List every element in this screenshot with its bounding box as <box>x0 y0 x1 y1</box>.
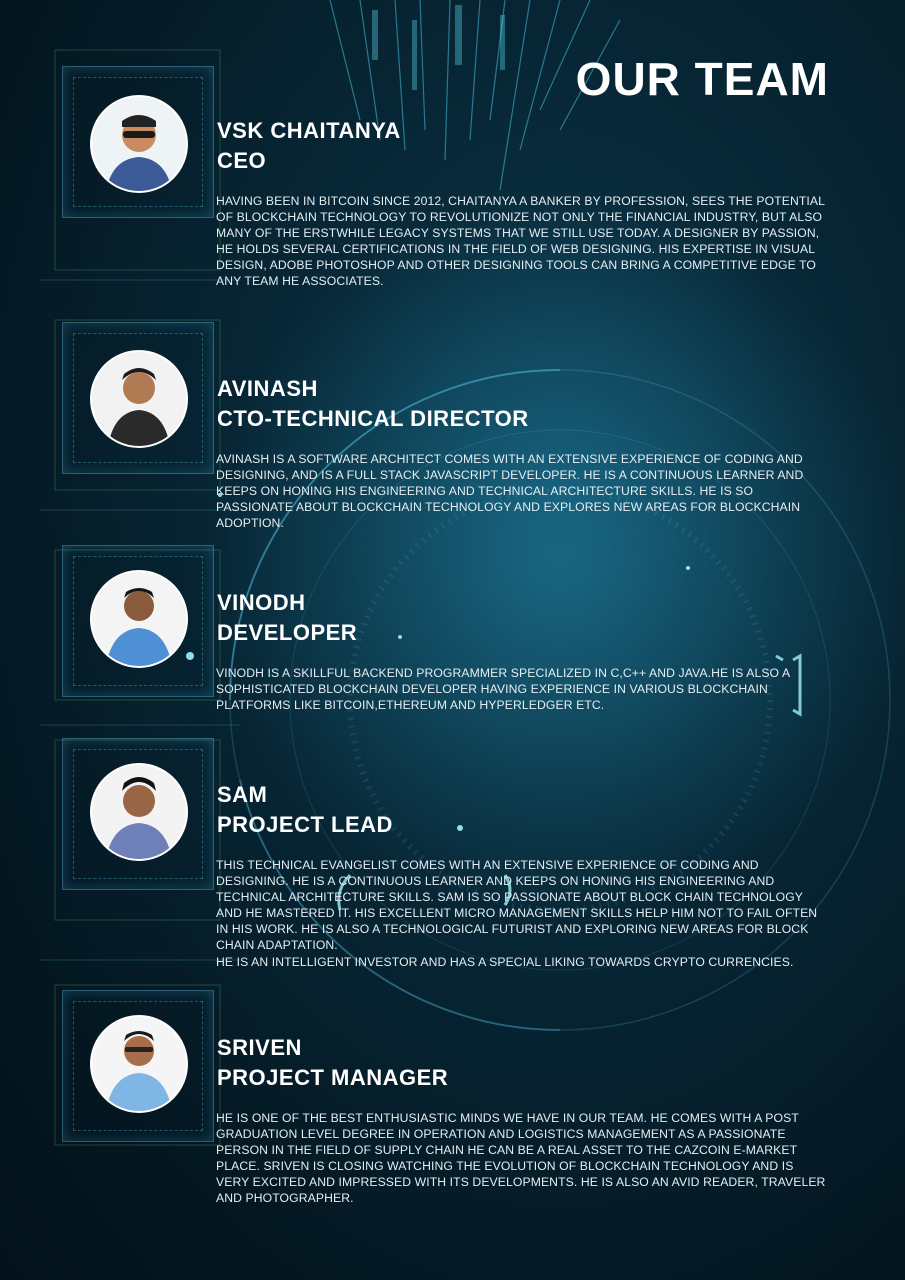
member-role: PROJECT MANAGER <box>217 1065 449 1090</box>
bio-paragraph: THIS TECHNICAL EVANGELIST COMES WITH AN EXTENSIVE EXPERIENCE OF CODING AND DESIGNING. HE IS A CONTINUOUS LEARNER AND KEEPS ON HONING HIS ENGINEERING AND TECHNICAL ARCHITECTURE SKILLS. SAM IS SO PASSIONATE ABOUT BLOCK CHAIN TECHNOLOGY AND HE MASTERED IT. HIS EXCELLENT MICRO MANAGEMENT SKILLS HELP HIM NOT TO FAIL OFTEN IN HIS WORK. HE IS ALSO A TECHNOLOGICAL FUTURIST AND EXPLORING NEW AREAS FOR BLOCK CHAIN ADAPTATION. <box>216 858 818 953</box>
member-name: VINODH <box>217 590 306 615</box>
member-name: SRIVEN <box>217 1035 302 1060</box>
member-bio <box>216 1110 826 1207</box>
member-role: DEVELOPER <box>217 620 358 645</box>
avatar-photo <box>90 570 188 668</box>
member-bio <box>216 451 826 531</box>
member-bio <box>216 665 826 713</box>
member-name: SAM <box>217 782 268 807</box>
page-title: OUR TEAM <box>575 53 829 105</box>
bio-paragraph: HAVING BEEN IN BITCOIN SINCE 2012, CHAITANYA A BANKER BY PROFESSION, SEES THE POTENTIAL OF BLOCKCHAIN TECHNOLOGY TO REVOLUTIONIZE NOT ONLY THE FINANCIAL INDUSTRY, BUT ALSO MANY OF THE ERSTWHILE LEGACY SYSTEMS THAT WE STILL USE TODAY. A DESIGNER BY PASSION, HE HOLDS SEVERAL CERTIFICATIONS IN THE FIELD OF WEB DESIGNING. HIS EXPERTISE IN VISUAL DESIGN, ADOBE PHOTOSHOP AND OTHER DESIGNING TOOLS CAN BRING A COMPETITIVE EDGE TO ANY TEAM HE ASSOCIATES. <box>216 194 825 289</box>
avatar-photo <box>90 350 188 448</box>
bio-paragraph: AVINASH IS A SOFTWARE ARCHITECT COMES WITH AN EXTENSIVE EXPERIENCE OF CODING AND DESIGNING, AND IS A FULL STACK JAVASCRIPT DEVELOPER. HE IS A CONTINUOUS LEARNER AND KEEPS ON HONING HIS ENGINEERING AND TECHNICAL ARCHITECTURE SKILLS. HE IS SO PASSIONATE ABOUT BLOCKCHAIN TECHNOLOGY AND EXPLORES NEW AREAS FOR BLOCKCHAIN ADOPTION. <box>216 452 804 531</box>
member-name: VSK CHAITANYA <box>217 118 401 143</box>
member-role: CTO-TECHNICAL DIRECTOR <box>217 406 529 431</box>
member-role: PROJECT LEAD <box>217 812 393 837</box>
avatar-photo <box>90 763 188 861</box>
bio-paragraph: VINODH IS A SKILLFUL BACKEND PROGRAMMER SPECIALIZED IN C,C++ AND JAVA.HE IS ALSO A SOPHISTICATED BLOCKCHAIN DEVELOPER HAVING EXPERIENCE IN VARIOUS BLOCKCHAIN PLATFORMS LIKE BITCOIN,ETHEREUM AND HYPERLEDGER ETC. <box>216 666 790 713</box>
bio-paragraph: HE IS AN INTELLIGENT INVESTOR AND HAS A SPECIAL LIKING TOWARDS CRYPTO CURRENCIES. <box>216 954 794 969</box>
member-name: AVINASH <box>217 376 318 401</box>
bio-paragraph: HE IS ONE OF THE BEST ENTHUSIASTIC MINDS WE HAVE IN OUR TEAM. HE COMES WITH A POST GRADUATION LEVEL DEGREE IN OPERATION AND LOGISTICS MANAGEMENT AS A PASSIONATE PERSON IN THE FIELD OF SUPPLY CHAIN HE CAN BE A REAL ASSET TO THE CAZCOIN E-MARKET PLACE. SRIVEN IS CLOSING WATCHING THE EVOLUTION OF BLOCKCHAIN TECHNOLOGY AND IS VERY EXCITED AND IMPRESSED WITH ITS DEVELOPMENTS. HE IS ALSO AN AVID READER, TRAVELER AND PHOTOGRAPHER. <box>216 1111 826 1206</box>
member-role: CEO <box>217 148 267 173</box>
member-bio <box>216 193 826 290</box>
member-bio <box>216 857 826 970</box>
avatar-photo <box>90 95 188 193</box>
avatar-photo <box>90 1015 188 1113</box>
